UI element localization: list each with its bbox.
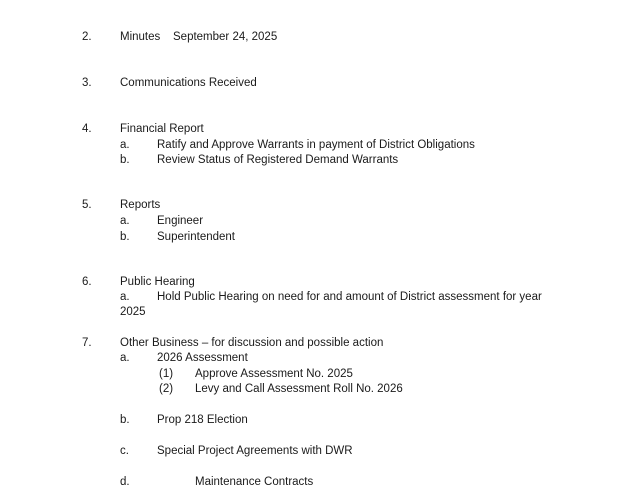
item-label: Communications Received bbox=[120, 77, 257, 89]
item-number: 3. bbox=[82, 77, 92, 89]
sub-text: Superintendent bbox=[157, 231, 236, 243]
sub-letter: d. bbox=[120, 476, 130, 488]
sub-letter: a. bbox=[120, 215, 130, 227]
sub-sub-text: Levy and Call Assessment Roll No. 2026 bbox=[195, 383, 403, 395]
sub-text: Engineer bbox=[157, 215, 204, 227]
sub-sub-number: (1) bbox=[159, 368, 174, 380]
sub-letter: a. bbox=[120, 291, 130, 303]
item-number: 5. bbox=[82, 199, 92, 211]
sub-text: Prop 218 Election bbox=[157, 414, 248, 426]
sub-letter: a. bbox=[120, 352, 130, 364]
sub-text: Maintenance Contracts bbox=[195, 476, 314, 488]
sub-letter: c. bbox=[120, 445, 129, 457]
sub-letter: b. bbox=[120, 231, 130, 243]
sub-text: Special Project Agreements with DWR bbox=[157, 445, 353, 457]
sub-text-cont: 2025 bbox=[120, 306, 146, 318]
item-number: 2. bbox=[82, 31, 92, 43]
sub-letter: b. bbox=[120, 414, 130, 426]
item-label: Minutes bbox=[120, 31, 161, 43]
sub-text: Hold Public Hearing on need for and amount of District assessment for year bbox=[157, 291, 542, 303]
item-label: Other Business – for discussion and possible action bbox=[120, 337, 384, 349]
item-number: 4. bbox=[82, 123, 92, 135]
sub-sub-number: (2) bbox=[159, 383, 174, 395]
sub-sub-text: Approve Assessment No. 2025 bbox=[195, 368, 353, 380]
item-number: 7. bbox=[82, 337, 92, 349]
sub-text: 2026 Assessment bbox=[157, 352, 248, 364]
sub-text: Review Status of Registered Demand Warrants bbox=[157, 154, 399, 166]
sub-text: Ratify and Approve Warrants in payment of District Obligations bbox=[157, 139, 475, 151]
item-label: Reports bbox=[120, 199, 161, 211]
item-label: Public Hearing bbox=[120, 276, 195, 288]
item-label: Financial Report bbox=[120, 123, 204, 135]
sub-letter: b. bbox=[120, 154, 130, 166]
item-number: 6. bbox=[82, 276, 92, 288]
sub-letter: a. bbox=[120, 139, 130, 151]
item-detail: September 24, 2025 bbox=[173, 31, 278, 43]
